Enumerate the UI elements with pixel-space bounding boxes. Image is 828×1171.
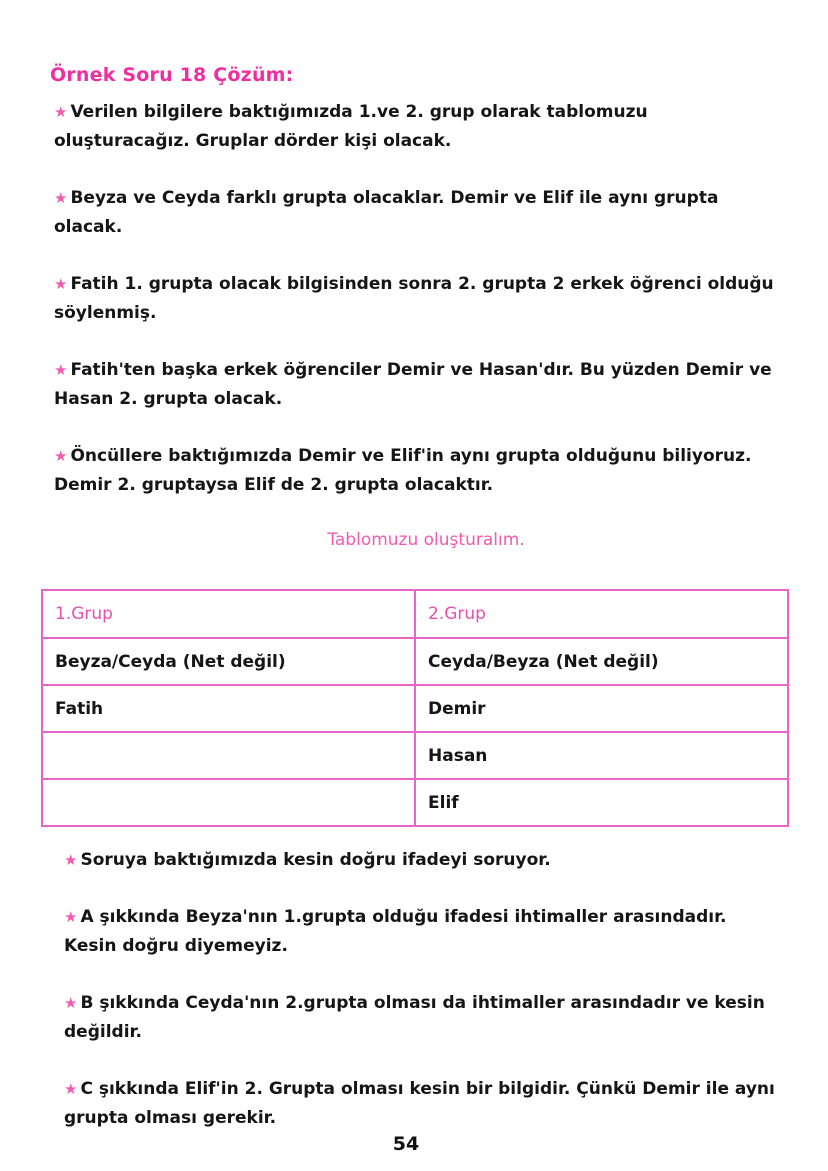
- paragraph-9: [64, 1075, 784, 1133]
- star-icon: ★: [64, 851, 78, 869]
- table-cell: Hasan: [415, 732, 788, 779]
- paragraph-2: [54, 184, 784, 242]
- table-cell: Demir: [415, 685, 788, 732]
- star-icon: ★: [64, 1080, 78, 1098]
- table-row: [42, 779, 788, 826]
- paragraph-text: Soruya baktığımızda kesin doğru ifadeyi soruyor.: [80, 850, 551, 870]
- table-cell: Beyza/Ceyda (Net değil): [42, 638, 415, 685]
- table-header-cell: 1.Grup: [42, 590, 415, 638]
- star-icon: ★: [64, 994, 78, 1012]
- paragraph-5: [54, 442, 784, 500]
- paragraph-text: Beyza ve Ceyda farklı grupta olacaklar. Demir ve Elif ile aynı grupta olacak.: [54, 188, 719, 237]
- paragraph-8: [64, 989, 784, 1047]
- table-row: [42, 638, 788, 685]
- paragraph-1: [54, 98, 784, 156]
- paragraph-text: B şıkkında Ceyda'nın 2.grupta olması da ihtimaller arasındadır ve kesin değildir.: [64, 993, 765, 1042]
- table-title: Tablomuzu oluşturalım.: [327, 530, 525, 550]
- paragraph-4: [54, 356, 784, 414]
- star-icon: ★: [54, 189, 68, 207]
- table-row: [42, 732, 788, 779]
- paragraph-text: A şıkkında Beyza'nın 1.grupta olduğu ifadesi ihtimaller arasındadır. Kesin doğru diyemeyiz.: [64, 907, 727, 956]
- table-row: [42, 685, 788, 732]
- table-cell: Fatih: [42, 685, 415, 732]
- paragraph-text: C şıkkında Elif'in 2. Grupta olması kesin bir bilgidir. Çünkü Demir ile aynı grupta olması gerekir.: [64, 1079, 775, 1128]
- table-cell: Ceyda/Beyza (Net değil): [415, 638, 788, 685]
- paragraph-text: Verilen bilgilere baktığımızda 1.ve 2. grup olarak tablomuzu oluşturacağız. Gruplar dörder kişi olacak.: [54, 102, 648, 151]
- table-header-row: [42, 590, 788, 638]
- table-cell: [42, 779, 415, 826]
- paragraph-text: Fatih'ten başka erkek öğrenciler Demir ve Hasan'dır. Bu yüzden Demir ve Hasan 2. grupta olacak.: [54, 360, 772, 409]
- group-table: [41, 589, 789, 827]
- paragraph-text: Öncüllere baktığımızda Demir ve Elif'in aynı grupta olduğunu biliyoruz. Demir 2. gruptaysa Elif de 2. grupta olacaktır.: [54, 446, 752, 495]
- star-icon: ★: [54, 103, 68, 121]
- star-icon: ★: [54, 275, 68, 293]
- paragraph-3: [54, 270, 784, 328]
- page-title: Örnek Soru 18 Çözüm:: [50, 64, 294, 86]
- star-icon: ★: [64, 908, 78, 926]
- table-header-cell: 2.Grup: [415, 590, 788, 638]
- star-icon: ★: [54, 361, 68, 379]
- star-icon: ★: [54, 447, 68, 465]
- paragraph-text: Fatih 1. grupta olacak bilgisinden sonra 2. grupta 2 erkek öğrenci olduğu söylenmiş.: [54, 274, 774, 323]
- table-cell: [42, 732, 415, 779]
- paragraph-7: [64, 903, 784, 961]
- paragraph-6: [64, 846, 784, 875]
- table-cell: Elif: [415, 779, 788, 826]
- page-number: 54: [392, 1133, 420, 1155]
